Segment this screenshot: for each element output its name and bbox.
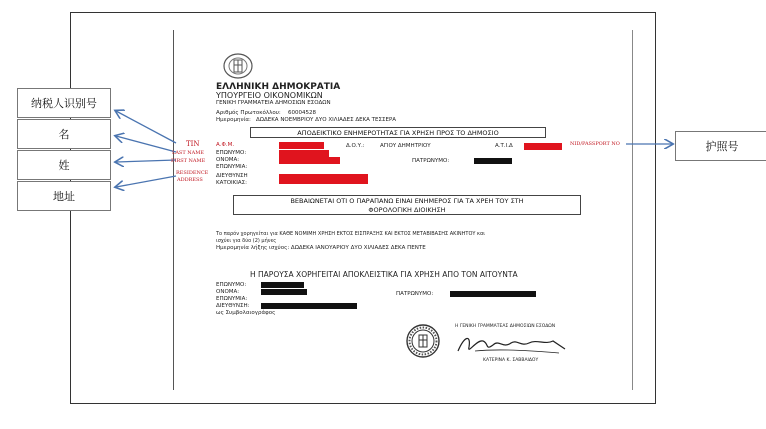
eponymia-label-2: ΕΠΩΝΥΜΙΑ: [216,296,248,302]
certification-line-2: ΦΟΡΟΛΟΓΙΚΗ ΔΙΟΙΚΗΣΗ [368,205,446,214]
ati-label: Α.Τ.Ι.Δ [495,143,513,149]
annotation-passport: NID/PASSPORT NO [570,141,620,147]
issued-for-heading: Η ΠΑΡΟΥΣΑ ΧΟΡΗΓΕΙΤΑΙ ΑΠΟΚΛΕΙΣΤΙΚΑ ΓΙΑ ΧΡΗΣΗ ΑΠΟ ΤΟΝ ΑΙΤΟΥΝΤΑ [250,270,518,279]
annotation-last-name: LAST NAME [172,150,205,156]
label-tin: 纳税人识别号 [17,88,111,118]
label-last-name: 姓 [17,150,111,180]
redacted-address [279,174,368,184]
annotation-residence: RESIDENCE [176,170,209,176]
redacted-last-name [279,150,329,157]
patronymo-label: ΠΑΤΡΩΝΥΜΟ: [412,158,450,164]
annotation-tin: TIN [186,140,200,148]
header-line-2: ΥΠΟΥΡΓΕΙΟ ΟΙΚΟΝΟΜΙΚΩΝ [216,91,323,100]
label-address: 地址 [17,181,111,211]
katoikias-label: ΚΑΤΟΙΚΙΑΣ: [216,180,247,186]
arrow-address [116,176,176,187]
eponymo-label: ΕΠΩΝΥΜΟ: [216,150,247,156]
header-line-3: ΓΕΝΙΚΗ ΓΡΑΜΜΑΤΕΙΑ ΔΗΜΟΣΙΩΝ ΕΣΟΔΩΝ [216,100,331,106]
onoma-label: ΟΝΟΜΑ: [216,157,240,163]
patronymo-label-2: ΠΑΤΡΩΝΥΜΟ: [396,291,434,297]
redacted-patronymo [474,158,512,164]
redacted-first-name-2 [261,289,307,295]
annotation-first-name: FIRST NAME [171,158,206,164]
protocol-label: Αριθμός Πρωτοκόλλου: [216,110,281,116]
date-label: Ημερομηνία: [216,117,251,123]
date-value: ΔΩΔΕΚΑ ΝΟΕΜΒΡΙΟΥ ΔΥΟ ΧΙΛΙΑΔΕΣ ΔΕΚΑ ΤΕΣΣΕΡΑ [256,117,397,123]
arrow-last-name [116,160,176,162]
label-first-name: 名 [17,119,111,149]
dieythynsi-label-2: ΔΙΕΥΘΥΝΣΗ: [216,303,250,309]
usage-line-1: Το παρόν χορηγείται για ΚΑΘΕ ΝΟΜΙΜΗ ΧΡΗΣΗ ΕΚΤΟΣ ΕΙΣΠΡΑΞΗΣ ΚΑΙ ΕΚΤΟΣ ΜΕΤΑΒΙΒΑΣΗΣ ΑΚΙΝΗΤΟΥ και [216,231,485,237]
header-line-1: ΕΛΛΗΝΙΚΗ ΔΗΜΟΚΡΑΤΙΑ [216,82,341,92]
certification-line-1: ΒΕΒΑΙΩΝΕΤΑΙ ΟΤΙ Ο ΠΑΡΑΠΑΝΩ ΕΙΝΑΙ ΕΝΗΜΕΡΟΣ ΓΙΑ ΤΑ ΧΡΕΗ ΤΟΥ ΣΤΗ [290,197,524,205]
label-passport: 护照号 [675,131,766,161]
certificate-title-box: ΑΠΟΔΕΙΚΤΙΚΟ ΕΝΗΜΕΡΟΤΗΤΑΣ ΓΙΑ ΧΡΗΣΗ ΠΡΟΣ ΤΟ ΔΗΜΟΣΙΟ [250,127,546,138]
redacted-passport [524,143,562,150]
expiry-line: Ημερομηνία λήξης ισχύος: ΔΩΔΕΚΑ ΙΑΝΟΥΑΡΙΟΥ ΔΥΟ ΧΙΛΙΑΔΕΣ ΔΕΚΑ ΠΕΝΤΕ [216,245,426,251]
doy-label: Δ.Ο.Υ.: [346,143,365,149]
doy-value: ΑΓΙΟΥ ΔΗΜΗΤΡΙΟΥ [380,143,431,149]
eponymia-label: ΕΠΩΝΥΜΙΑ: [216,164,248,170]
usage-line-2: ισχύει για δύο (2) μήνες [216,238,277,244]
official-stamp-icon [405,323,441,359]
signature-icon [455,331,570,357]
certification-box [233,195,581,215]
stamp-text: Η ΓΕΝΙΚΗ ΓΡΑΜΜΑΤΕΑΣ ΔΗΜΟΣΙΩΝ ΕΣΟΔΩΝ [455,324,556,329]
greek-emblem-icon [222,52,254,80]
redacted-patronymo-2 [450,291,536,297]
signer-name: ΚΑΤΕΡΙΝΑ Κ. ΣΑΒΒΑΙΔΟΥ [483,358,539,363]
dieythynsi-label: ΔΙΕΥΘΥΝΣΗ [216,173,248,179]
annotation-address: ADDRESS [177,177,203,183]
redacted-first-name [279,157,340,164]
role-text: ως Συμβολαιογράφος [216,310,276,316]
protocol-value: 60004528 [288,110,316,116]
redacted-afm [279,142,324,149]
afm-label: Α.Φ.Μ. [216,142,235,148]
onoma-label-2: ΟΝΟΜΑ: [216,289,240,295]
redacted-address-2 [261,303,357,309]
eponymo-label-2: ΕΠΩΝΥΜΟ: [216,282,247,288]
redacted-last-name-2 [261,282,304,288]
